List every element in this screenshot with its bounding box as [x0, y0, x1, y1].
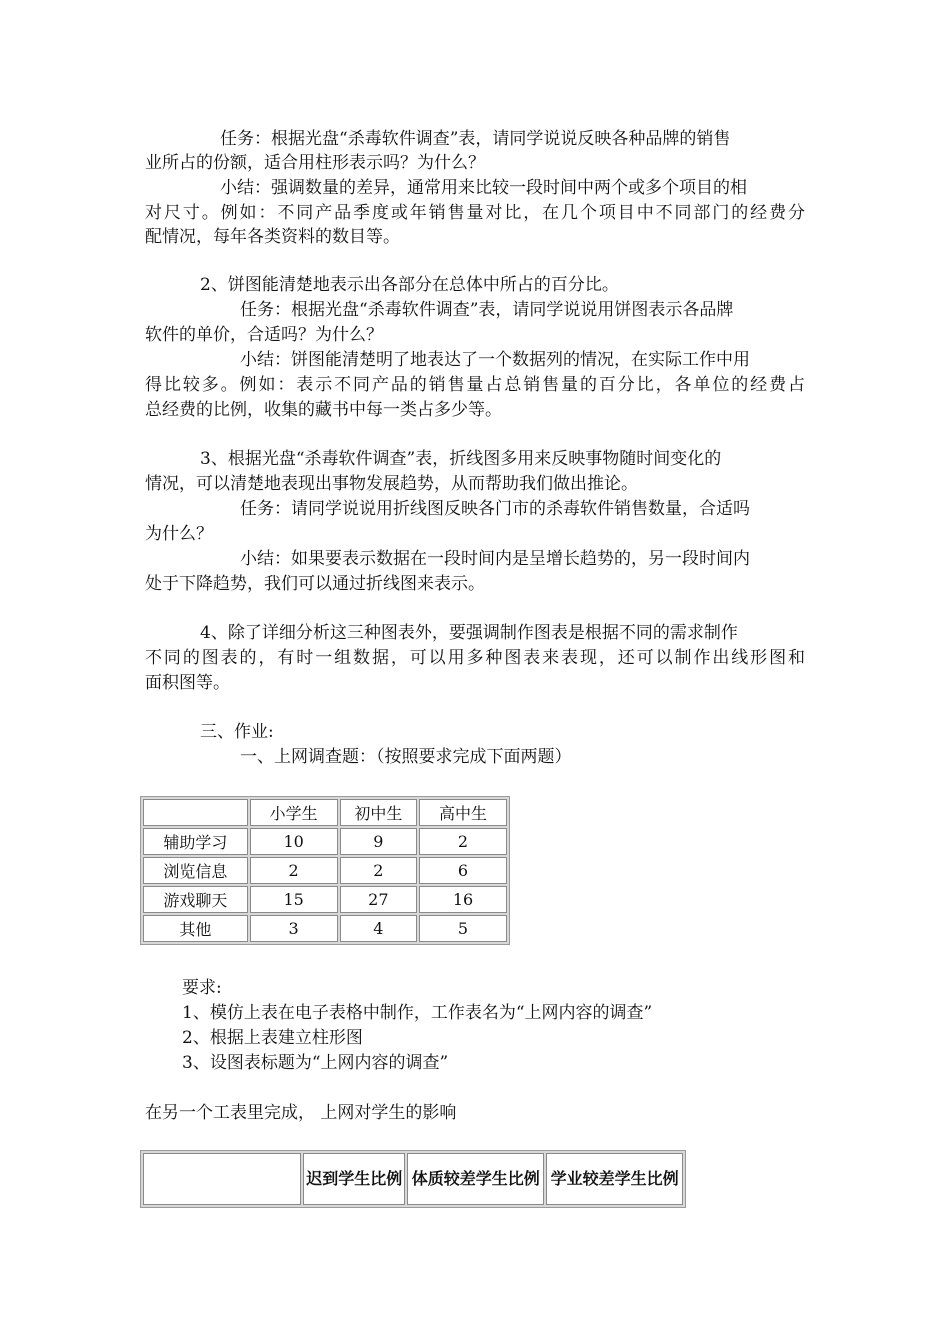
para-4-line-1: 4、除了详细分析这三种图表外，要强调制作图表是根据不同的需求制作 — [200, 623, 738, 643]
table-row — [143, 915, 507, 942]
table-cell: 5 — [419, 915, 507, 942]
summary-3-line-2: 处于下降趋势，我们可以通过折线图来表示。 — [145, 574, 485, 594]
homework-subheading: 一、上网调查题：（按照要求完成下面两题） — [240, 747, 572, 767]
other-sheet-note: 在另一个工表里完成， 上网对学生的影响 — [145, 1103, 457, 1123]
table-row — [143, 828, 507, 855]
line-chart-heading-line-1: 3、根据光盘“杀毒软件调查”表，折线图多用来反映事物随时间变化的 — [200, 449, 722, 469]
table-cell: 3 — [250, 915, 338, 942]
table-cell: 27 — [340, 886, 417, 913]
table-header-cell: 体质较差学生比例 — [407, 1153, 544, 1205]
task-3-line-1: 任务：请同学说说用折线图反映各门市的杀毒软件销售数量，合适吗 — [240, 499, 750, 519]
table-header-cell — [143, 1153, 301, 1205]
row-label-cell: 游戏聊天 — [143, 886, 248, 913]
table-row — [143, 857, 507, 884]
line-chart-heading-line-2: 情况，可以清楚地表现出事物发展趋势，从而帮助我们做出推论。 — [145, 474, 638, 494]
requirement-item: 2、根据上表建立柱形图 — [182, 1028, 363, 1048]
task-1-line-2: 业所占的份额，适合用柱形表示吗？为什么？ — [145, 153, 485, 173]
table-cell: 2 — [419, 828, 507, 855]
summary-2-line-1: 小结：饼图能清楚明了地表达了一个数据列的情况，在实际工作中用 — [240, 350, 750, 370]
table-cell: 10 — [250, 828, 338, 855]
homework-heading: 三、作业: — [200, 722, 274, 742]
task-2-line-1: 任务：根据光盘“杀毒软件调查”表，请同学说说用饼图表示各品牌 — [240, 300, 734, 320]
table-header-cell: 迟到学生比例 — [303, 1153, 405, 1205]
table-header-cell — [143, 799, 248, 826]
summary-1-line-3: 配情况，每年各类资料的数目等。 — [145, 227, 400, 247]
table-header-cell: 小学生 — [250, 799, 338, 826]
table-cell: 4 — [340, 915, 417, 942]
table-cell: 9 — [340, 828, 417, 855]
task-3-line-2: 为什么？ — [145, 524, 213, 544]
requirements-heading: 要求: — [182, 978, 222, 998]
para-4-line-2: 不同的图表的，有时一组数据，可以用多种图表来表现，还可以制作出线形图和 — [145, 648, 805, 668]
summary-1-line-2: 对尺寸。例如：不同产品季度或年销售量对比，在几个项目中不同部门的经费分 — [145, 203, 805, 223]
table-cell: 2 — [340, 857, 417, 884]
table-header-cell: 学业较差学生比例 — [546, 1153, 683, 1205]
requirement-item: 3、设图表标题为“上网内容的调查” — [182, 1053, 449, 1073]
pie-heading: 2、饼图能清楚地表示出各部分在总体中所占的百分比。 — [200, 275, 619, 295]
task-1-line-1: 任务：根据光盘“杀毒软件调查”表，请同学说说反映各种品牌的销售 — [220, 129, 731, 149]
task-2-line-2: 软件的单价，合适吗？为什么？ — [145, 325, 383, 345]
summary-3-line-1: 小结：如果要表示数据在一段时间内是呈增长趋势的，另一段时间内 — [240, 549, 750, 569]
survey-table — [140, 796, 510, 945]
row-label-cell: 浏览信息 — [143, 857, 248, 884]
table-row — [143, 886, 507, 913]
summary-2-line-2: 得比较多。例如：表示不同产品的销售量占总销售量的百分比，各单位的经费占 — [145, 375, 805, 395]
table-header-row — [143, 799, 507, 826]
table-cell: 15 — [250, 886, 338, 913]
table-header-cell: 初中生 — [340, 799, 417, 826]
table-cell: 2 — [250, 857, 338, 884]
para-4-line-3: 面积图等。 — [145, 673, 230, 693]
row-label-cell: 辅助学习 — [143, 828, 248, 855]
table-header-row — [143, 1153, 683, 1205]
table-cell: 16 — [419, 886, 507, 913]
summary-2-line-3: 总经费的比例，收集的藏书中每一类占多少等。 — [145, 400, 502, 420]
requirement-item: 1、模仿上表在电子表格中制作，工作表名为“上网内容的调查” — [182, 1003, 653, 1023]
table-cell: 6 — [419, 857, 507, 884]
impact-table — [140, 1150, 686, 1208]
row-label-cell: 其他 — [143, 915, 248, 942]
table-header-cell: 高中生 — [419, 799, 507, 826]
summary-1-line-1: 小结：强调数量的差异，通常用来比较一段时间中两个或多个项目的相 — [220, 178, 747, 198]
